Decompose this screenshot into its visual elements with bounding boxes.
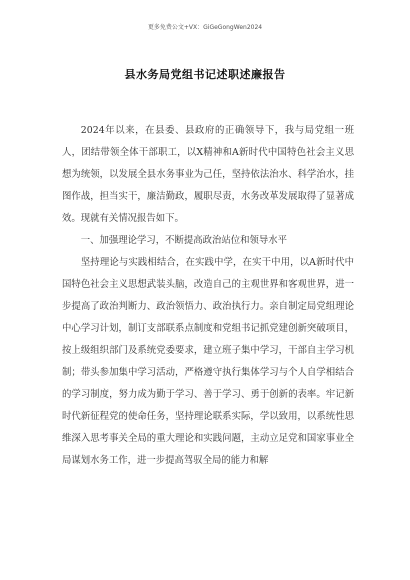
document-title: 县水务局党组书记述职述廉报告 <box>124 68 286 81</box>
body-paragraph: 坚持理论与实践相结合，在实践中学，在实干中用，以A新时代中国特色社会主义思想武装头脑，改造自己的主观世界和客观世界，进一步提高了政治判断力、政治领悟力、政治执行力。亲自制定局党组理论中心学习计划，制订支部联系点制度和党组书记抓党建创新突破项目，按上级组织部门及系统党委要求，建立班子集中学习，干部自主学习机制；带头参加集中学习活动，严格遵守执行集体学习与个人自学相结合的学习制度，努力成为勤于学习、善于学习、勇于创新的表率。牢记新时代新征程党的使命任务，坚持理论联系实际，学以致用，以系统性思维深入思考事关全局的重大理论和实践问题，主动立足党和国家事业全局谋划水务工作，进一步提高驾驭全局的能力和解 <box>62 257 354 466</box>
intro-paragraph: 2024年以来，在县委、县政府的正确领导下，我与局党组一班人，团结带领全体干部职工，以X精神和A新时代中国特色社会主义思想为统领，以发展全县水务事业为己任，坚持依法治水、科学治水，挂图作战，担当实干，廉洁勤政，履职尽责，水务改革发展取得了显著成效。现就有关情况报告如下。 <box>62 125 354 224</box>
document-body <box>62 120 354 472</box>
header-note: 更多免费公文+VX：GiGeGongWen2024 <box>147 24 263 31</box>
section-heading: 一、加强理论学习，不断提高政治站位和领导水平 <box>80 235 288 246</box>
